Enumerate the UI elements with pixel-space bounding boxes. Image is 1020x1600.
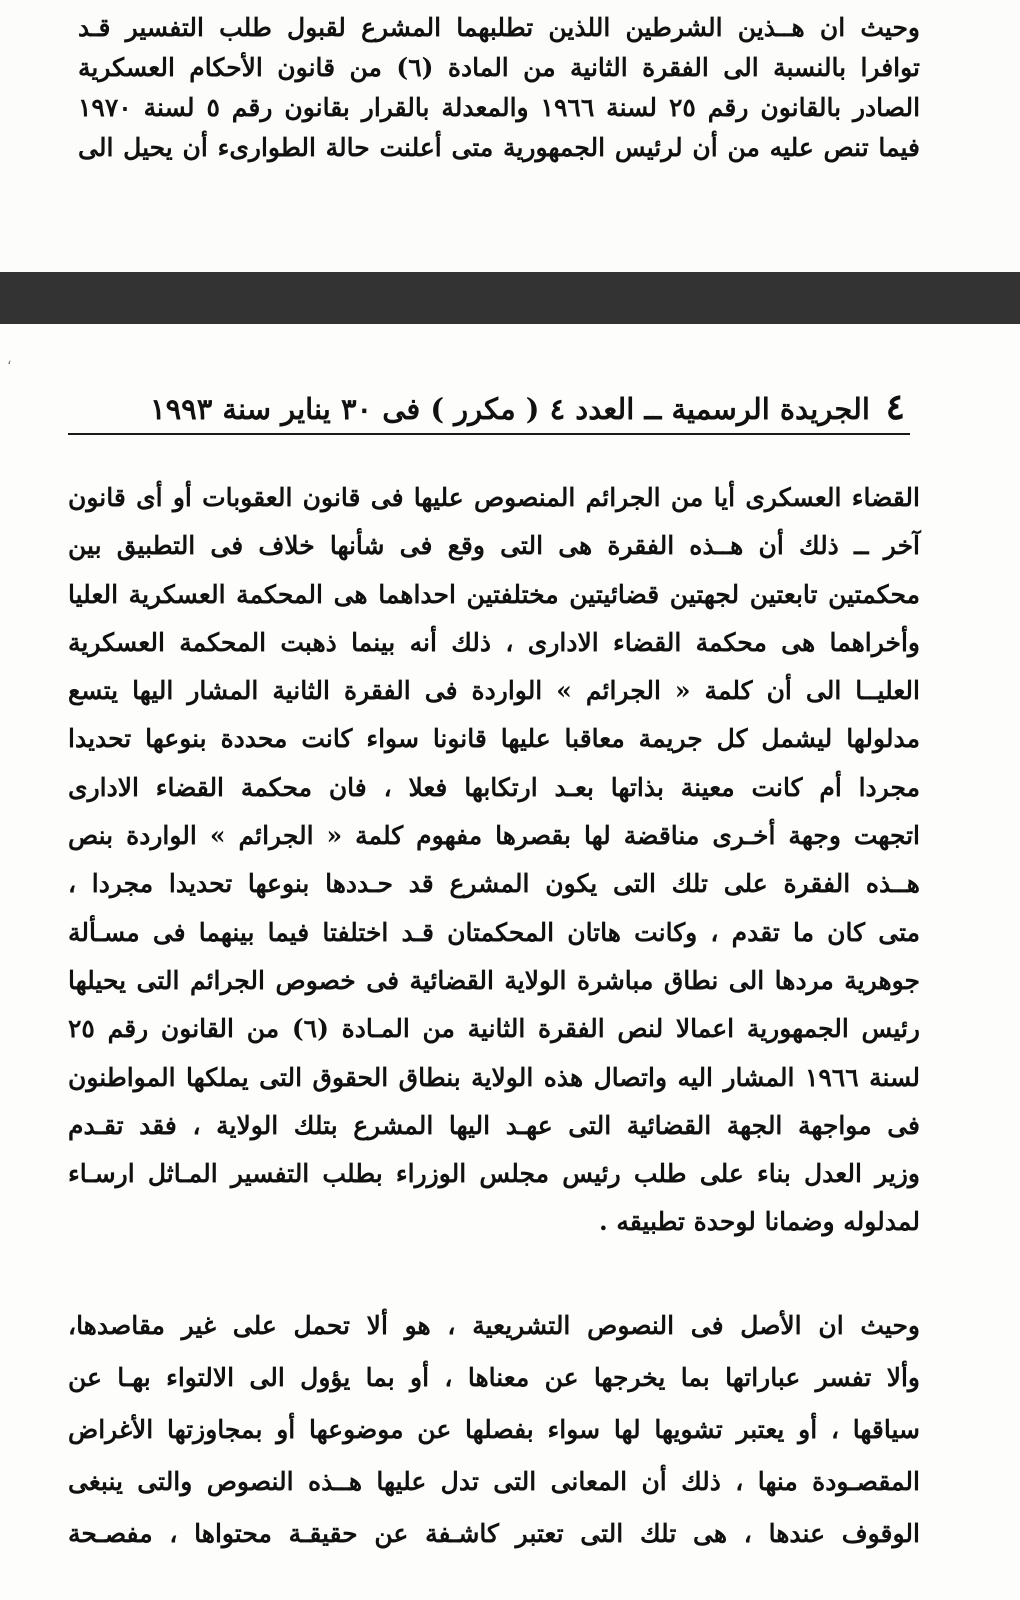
text-line: مدلولها ليشمل كل جريمة معاقبا عليها قانونا سواء كانت محددة بنوعها تحديدا [68, 724, 920, 754]
text-line: الوقوف عندها ، هى تلك التى تعتبر كاشـفة عن حقيقـة محتواها ، مفصـحة [68, 1519, 920, 1548]
text-line: وحيث ان هــذين الشرطين اللذين تطلبهما المشرع لقبول طلب التفسير قـد [78, 13, 920, 42]
text-line: هــذه الفقرة على تلك التى يكون المشرع قد حـددها بنوعها تحديدا مجردا ، [68, 869, 920, 899]
text-line: فيما تنص عليه من أن لرئيس الجمهورية متى أعلنت حالة الطوارىء أن يحيل الى [78, 133, 920, 162]
body-paragraph-2 [68, 1300, 920, 1560]
text-line: وزير العدل بناء على طلب رئيس مجلس الوزراء بطلب التفسير المـاثل ارسـاء [68, 1159, 920, 1189]
header-rule [68, 433, 910, 435]
page-header [150, 386, 905, 428]
text-line: القضاء العسكرى أيا من الجرائم المنصوص عليها فى قانون العقوبات أو أى قانون [68, 483, 920, 512]
text-line: محكمتين تابعتين لجهتين قضائيتين مختلفتين احداهما هى المحكمة العسكرية العليا [68, 579, 920, 609]
text-line: العليــا الى أن كلمة « الجرائم » الواردة فى الفقرة الثانية المشار اليها يتسع [68, 676, 920, 706]
previous-page-paragraph [78, 8, 920, 168]
body-paragraph-1 [68, 474, 920, 1247]
text-line: مجردا أم كانت معينة بذاتها بعـد ارتكابها فعلا ، فان محكمة القضاء الادارى [68, 772, 920, 802]
text-line: لمدلوله وضمانا لوحدة تطبيقه . [598, 1207, 920, 1237]
text-line: جوهرية مردها الى نطاق مباشرة الولاية القضائية فى خصوص الجرائم التى يحيلها [68, 965, 920, 995]
gazette-header-title: الجريدة الرسمية ــ العدد ٤ ( مكرر ) فى ٣٠ يناير سنة ١٩٩٣ [150, 392, 870, 426]
text-line: المقصـودة منها ، ذلك أن المعانى التى تدل عليها هــذه النصوص والتى ينبغى [68, 1467, 920, 1496]
text-line: فى مواجهة الجهة القضائية التى عهـد اليها المشرع بتلك الولاية ، فقد تقـدم [68, 1110, 920, 1140]
margin-mark: ، [7, 352, 12, 368]
text-line: لسنة ١٩٦٦ المشار اليه واتصال هذه الولاية بنطاق الحقوق التى يملكها المواطنون [68, 1062, 920, 1092]
text-line: اتجهت وجهة أخـرى مناقضة لها بقصرها مفهوم كلمة « الجرائم » الواردة بنص [68, 821, 920, 851]
text-line: وأخراهما هى محكمة القضاء الادارى ، ذلك أنه بينما ذهبت المحكمة العسكرية [68, 627, 920, 657]
previous-page-fragment [0, 0, 1020, 272]
text-line: آخر ــ ذلك أن هــذه الفقرة هى التى وقع فى شأنها خلاف فى التطبيق بين [68, 531, 920, 561]
text-line: وألا تفسر عباراتها بما يخرجها عن معناها ، أو بما يؤول الى الالتواء بهـا عن [68, 1363, 920, 1392]
page-separator-bar [0, 272, 1020, 324]
text-line: رئيس الجمهورية اعمالا لنص الفقرة الثانية من المـادة (٦) من القانون رقم ٢٥ [68, 1014, 920, 1044]
text-line: الصادر بالقانون رقم ٢٥ لسنة ١٩٦٦ والمعدلة بالقرار بقانون رقم ٥ لسنة ١٩٧٠ [78, 93, 921, 122]
text-line: وحيث ان الأصل فى النصوص التشريعية ، هو ألا تحمل على غير مقاصدها، [68, 1311, 920, 1340]
text-line: توافرا بالنسبة الى الفقرة الثانية من المادة (٦) من قانون الأحكام العسكرية [78, 53, 920, 82]
text-line: متى كان ما تقدم ، وكانت هاتان المحكمتان قـد اختلفتا فيما بينهما فى مسـألة [68, 917, 920, 947]
page-number: ٤ [885, 386, 905, 428]
text-line: سياقها ، أو يعتبر تشويها لها سواء بفصلها عن موضوعها أو بمجاوزتها الأغراض [68, 1415, 920, 1444]
